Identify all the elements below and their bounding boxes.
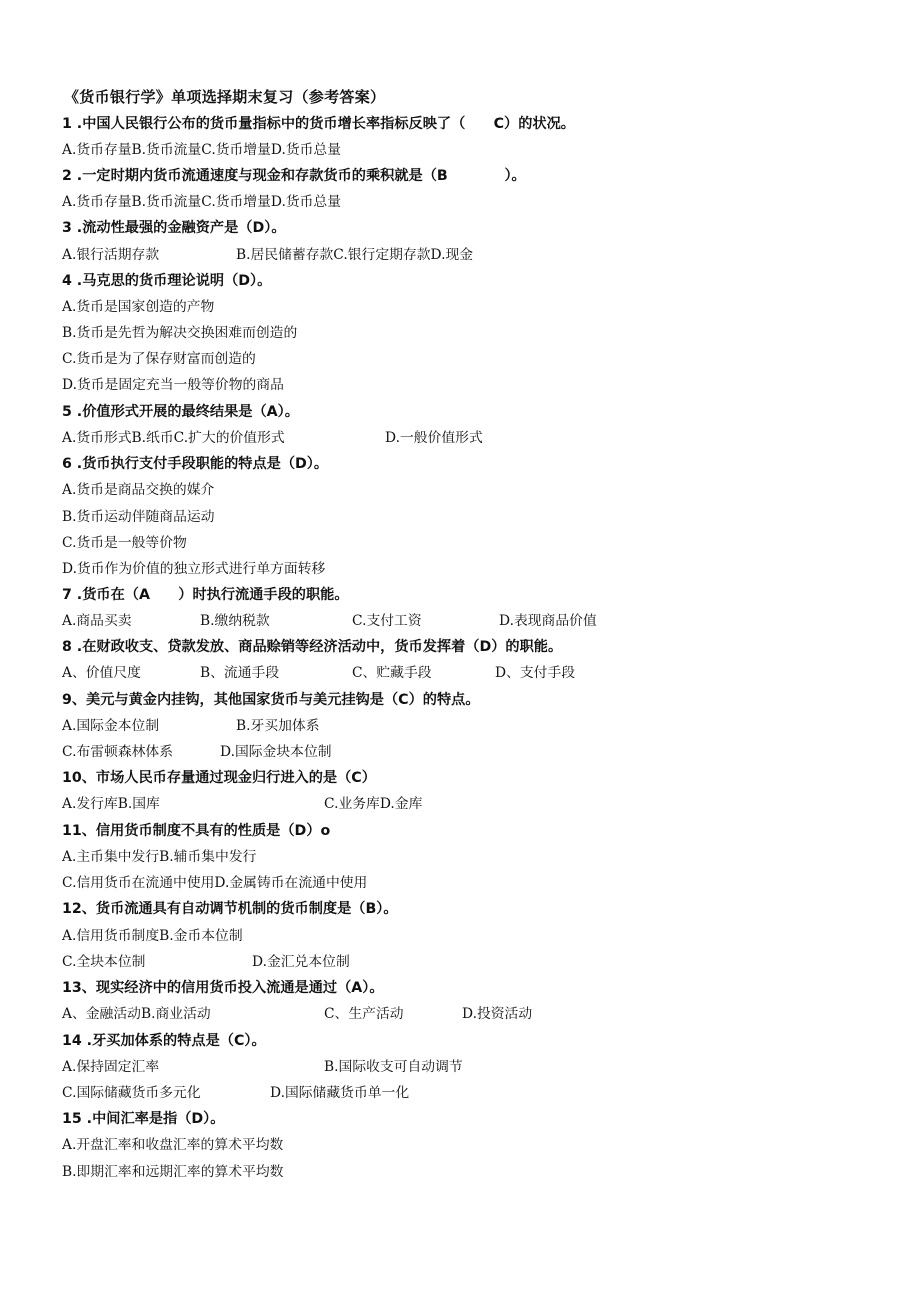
option-c: C.布雷顿森林体系 [62, 744, 174, 760]
option-d: D、支付手段 [495, 665, 576, 681]
option-a: A.国际金本位制 [62, 718, 160, 734]
question-14-options-ab [62, 1055, 463, 1079]
option-d: D.国际金块本位制 [220, 744, 332, 760]
question-4-option-a: A.货币是国家创造的产物 [62, 299, 215, 315]
question-15-option-a: A.开盘汇率和收盘汇率的算术平均数 [62, 1137, 284, 1153]
question-8-options [62, 661, 576, 685]
question-4: 4 .马克思的货币理论说明（D）。 [62, 273, 272, 289]
question-1-options: A.货币存量B.货币流量C.货币增量D.货币总量 [62, 142, 342, 158]
question-13: 13、现实经济中的信用货币投入流通是通过（A）。 [62, 980, 384, 996]
option-b: B.缴纳税款 [200, 613, 270, 629]
question-3-options [62, 243, 474, 267]
option-a: A、价值尺度 [62, 665, 141, 681]
option-a: A.保持固定汇率 [62, 1059, 160, 1075]
option-a: A.商品买卖 [62, 613, 132, 629]
option-d: D.投资活动 [462, 1006, 533, 1022]
question-6-option-d: D.货币作为价值的独立形式进行单方面转移 [62, 561, 326, 577]
question-12: 12、货币流通具有自动调节机制的货币制度是（B）。 [62, 901, 398, 917]
option-d: D.金汇兑本位制 [252, 954, 350, 970]
question-9-options-ab [62, 714, 320, 738]
question-9: 9、美元与黄金内挂钩，其他国家货币与美元挂钩是（C）的特点。 [62, 692, 480, 708]
option-c: C.国际储藏货币多元化 [62, 1085, 201, 1101]
question-6: 6 .货币执行支付手段职能的特点是（D）。 [62, 456, 329, 472]
option-abc: A.货币形式B.纸币C.扩大的价值形式 [62, 430, 285, 446]
question-11-options-ab: A.主币集中发行B.辅币集中发行 [62, 849, 257, 865]
option-b: B、流通手段 [200, 665, 280, 681]
option-b: B.国际收支可自动调节 [324, 1059, 463, 1075]
document-title: 《货币银行学》单项选择期末复习（参考答案） [64, 88, 386, 106]
question-11: 11、信用货币制度不具有的性质是（D）o [62, 823, 331, 839]
option-a: A.银行活期存款 [62, 247, 160, 263]
question-12-options-ab: A.信用货币制度B.金币本位制 [62, 928, 243, 944]
question-6-option-b: B.货币运动伴随商品运动 [62, 509, 215, 525]
question-5: 5 .价值形式开展的最终结果是（A）。 [62, 404, 299, 420]
question-1: 1 .中国人民银行公布的货币量指标中的货币增长率指标反映了（ C）的状况。 [62, 116, 575, 132]
option-d: D.一般价值形式 [385, 430, 483, 446]
question-4-option-d: D.货币是固定充当一般等价物的商品 [62, 377, 284, 393]
question-15: 15 .中间汇率是指（D）。 [62, 1111, 225, 1127]
option-c: C、贮藏手段 [352, 665, 432, 681]
question-10: 10、市场人民币存量通过现金归行进入的是（C） [62, 770, 376, 786]
option-ab: A、金融活动B.商业活动 [62, 1006, 211, 1022]
question-9-options-cd [62, 740, 332, 764]
option-ab: A.发行库B.国库 [62, 796, 160, 812]
option-c: C.全块本位制 [62, 954, 146, 970]
option-b: B.牙买加体系 [236, 718, 320, 734]
question-13-options [62, 1002, 533, 1026]
question-7-options [62, 609, 597, 633]
option-cd: C.业务库D.金库 [324, 796, 423, 812]
question-14-options-cd [62, 1081, 410, 1105]
question-4-option-c: C.货币是为了保存财富而创造的 [62, 351, 256, 367]
question-4-option-b: B.货币是先哲为解决交换困难而创造的 [62, 325, 298, 341]
question-15-option-b: B.即期汇率和远期汇率的算术平均数 [62, 1164, 284, 1180]
option-d: D.国际储藏货币单一化 [270, 1085, 410, 1101]
question-11-options-cd: C.信用货币在流通中使用D.金属铸币在流通中使用 [62, 875, 368, 891]
question-6-option-c: C.货币是一般等价物 [62, 535, 187, 551]
question-12-options-cd [62, 950, 350, 974]
question-6-option-a: A.货币是商品交换的媒介 [62, 482, 215, 498]
option-d: D.表现商品价值 [499, 613, 597, 629]
question-5-options [62, 426, 483, 450]
option-c: C、生产活动 [324, 1006, 404, 1022]
question-10-options [62, 792, 423, 816]
question-14: 14 .牙买加体系的特点是（C）。 [62, 1033, 266, 1049]
question-2: 2 .一定时期内货币流通速度与现金和存款货币的乘积就是（B ）。 [62, 168, 526, 184]
option-bcd: B.居民储蓄存款C.银行定期存款D.现金 [236, 247, 474, 263]
question-3: 3 .流动性最强的金融资产是（D）。 [62, 220, 286, 236]
question-8: 8 .在财政收支、贷款发放、商品赊销等经济活动中，货币发挥着（D）的职能。 [62, 639, 563, 655]
option-c: C.支付工资 [352, 613, 422, 629]
question-7: 7 .货币在（A ）时执行流通手段的职能。 [62, 587, 349, 603]
question-2-options: A.货币存量B.货币流量C.货币增量D.货币总量 [62, 194, 342, 210]
